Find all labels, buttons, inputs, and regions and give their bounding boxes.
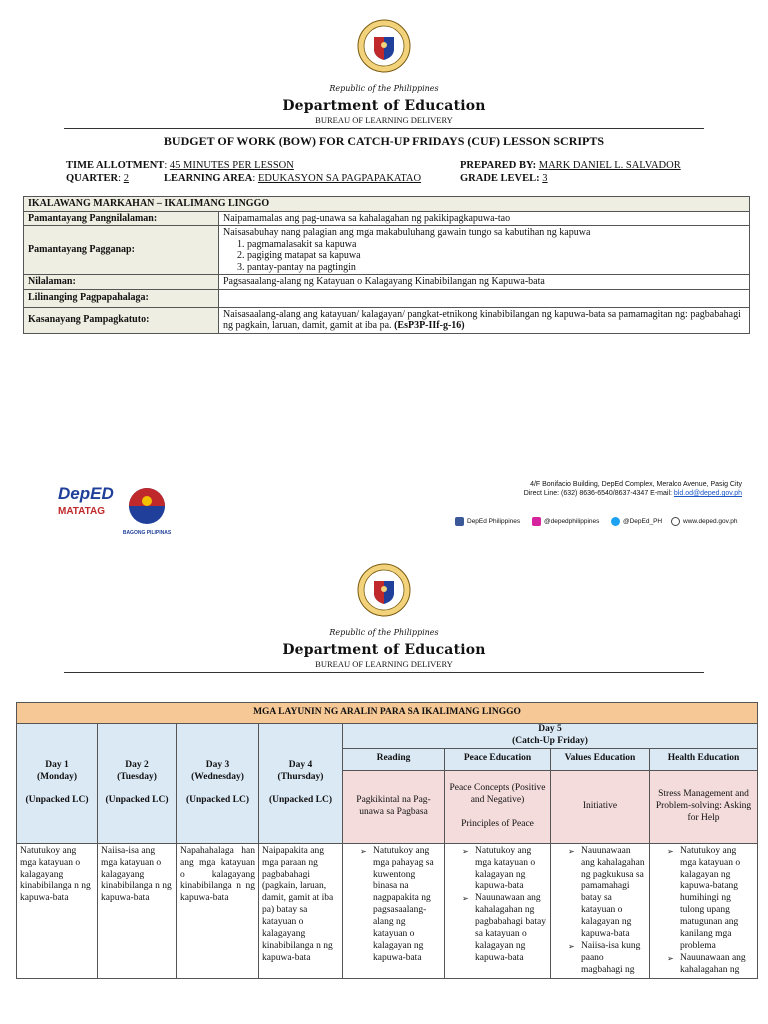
deped-logo-text: DepED — [58, 484, 114, 503]
row-label: Kasanayang Pampagkatuto: — [24, 307, 219, 333]
objective-cell: Napahahalaga han ang mga katayuan o kalagayang kinabibilanga n ng kapuwa-bata — [177, 843, 259, 979]
grade-level — [460, 173, 548, 184]
bullet-list — [461, 846, 547, 965]
list-item: ➢ Nauunawaan ang kahalagahan ng pagkukusa sa pamamahagi batay sa katayuan o kalagayan ng kapuwa-bata — [581, 846, 646, 941]
twitter-icon — [611, 517, 620, 526]
bullet-list — [666, 846, 754, 977]
time-allotment: TIME ALLOTMENT: 45 MINUTES PER LESSON — [66, 160, 294, 171]
address-line: 4/F Bonifacio Building, DepEd Complex, Meralco Avenue, Pasig City — [530, 481, 742, 488]
subject-header: Reading — [343, 748, 445, 770]
republic-text-2: Republic of the Philippines — [329, 628, 439, 637]
competency-code: (EsP3P-IIf-g-16) — [394, 320, 465, 331]
bagong-pilipinas-logo — [120, 486, 174, 534]
day-label: Day 1 — [45, 759, 69, 770]
subject-header: Peace Education — [445, 748, 551, 770]
row-value: Naisasabuhay nang palagian ang mga makabuluhang gawain tungo sa kabutihan ng kapuwa — [223, 227, 591, 238]
bureau-text-2: BUREAU OF LEARNING DELIVERY — [315, 659, 453, 669]
bullet-list — [567, 846, 646, 977]
list-item: 2. pagiging matapat sa kapuwa — [247, 250, 745, 262]
instagram-icon — [532, 517, 541, 526]
bureau-text: BUREAU OF LEARNING DELIVERY — [315, 115, 453, 125]
friday-cell — [343, 843, 445, 979]
social-website[interactable] — [671, 517, 737, 526]
social-label: @DepEd_PH — [623, 518, 663, 525]
social-label: DepEd Philippines — [467, 518, 521, 525]
republic-text: Republic of the Philippines — [329, 84, 439, 93]
area-label: LEARNING AREA — [164, 173, 253, 184]
direct-line: Direct Line: (632) 8636-6540/8637-4347 E-mail: — [523, 490, 672, 498]
area-value: EDUKASYON SA PAGPAPAKATAO — [257, 173, 422, 184]
day-header — [259, 724, 343, 844]
learning-area: LEARNING AREA: EDUKASYON SA PAGPAPAKATAO — [164, 173, 422, 184]
social-label: @depedphilippines — [544, 518, 600, 525]
day-note: (Unpacked LC) — [25, 795, 89, 806]
subject-description: Initiative — [551, 770, 650, 843]
weekday-label: (Monday) — [36, 771, 78, 782]
row-value — [219, 289, 750, 307]
contact-line — [524, 489, 742, 498]
deped-matatag-logo — [58, 484, 114, 532]
social-label: www.deped.gov.ph — [683, 518, 738, 525]
row-label: Pamantayang Pangnilalaman: — [24, 211, 219, 226]
performance-list — [223, 239, 745, 274]
subject-header: Health Education — [650, 748, 758, 770]
table-row — [24, 275, 750, 290]
email-link[interactable]: bld.od@deped.gov.ph — [673, 490, 742, 498]
prepared-value: MARK DANIEL L. SALVADOR — [538, 160, 681, 171]
time-label: TIME ALLOTMENT — [66, 160, 165, 171]
quarter: QUARTER: 2 — [66, 173, 129, 184]
table-row — [24, 226, 750, 275]
row-value: Naisasaalang-alang ang katayuan/ kalagayan/ pangkat-etnikong kinabibilangan ng kapuwa-bata sa pamamagitan ng: pagbabahagi ng pagkain, laruan, damit, gamit at iba pa. — [223, 308, 741, 331]
subject-description: Peace Concepts (Positive and Negative) Principles of Peace — [445, 770, 551, 843]
table-row — [24, 211, 750, 226]
day5-header — [343, 724, 758, 749]
day-note: (Unpacked LC) — [268, 795, 333, 806]
day5-title: Day 5 — [538, 724, 562, 734]
list-item: ➢ Naiisa-isa kung paano magbahagi ng — [581, 941, 646, 977]
objective-cell: Naiisa-isa ang mga katayuan o kalagayang kinabibilanga n ng kapuwa-bata — [98, 843, 177, 979]
day-header — [98, 724, 177, 844]
list-item: ➢ Nauunawaan ang kahalagahan ng pagbabahagi batay sa katayuan o kalagayan ng kapuwa-bata — [475, 893, 547, 964]
header-rule — [64, 128, 704, 129]
grade-value: 3 — [542, 173, 548, 184]
day-note: (Unpacked LC) — [185, 795, 250, 806]
bow-title: BUDGET OF WORK (BOW) FOR CATCH-UP FRIDAYS (CUF) LESSON SCRIPTS — [163, 134, 605, 148]
list-item: 1. pagmamalasakit sa kapuwa — [247, 239, 745, 251]
social-instagram[interactable] — [532, 517, 599, 526]
list-item: ➢ Natutukoy ang mga pahayag sa kuwentong binasa na nagpapakita ng pagsasaalang-alang ng katayuan o kalagayan ng kapuwa-bata — [373, 846, 441, 965]
header-rule-2 — [64, 672, 704, 673]
day-header — [17, 724, 98, 844]
objectives-table — [16, 702, 758, 979]
row-value: Pagsasaalang-alang ng Katayuan o Kalagayang Kinabibilangan ng Kapuwa-bata — [219, 275, 750, 290]
footer-address — [524, 480, 742, 499]
social-facebook[interactable] — [455, 517, 520, 526]
day-label: Day 4 — [288, 759, 313, 770]
bagong-pilipinas-text: BAGONG PILIPINAS — [122, 530, 172, 536]
grade-label: GRADE LEVEL: — [460, 173, 540, 184]
department-title-2: Department of Education — [282, 642, 486, 658]
day-label: Day 3 — [205, 759, 230, 770]
day-label: Day 2 — [125, 759, 149, 770]
row-label: Lilinanging Pagpapahalaga: — [24, 289, 219, 307]
bullet-list — [359, 846, 441, 965]
row-label: Nilalaman: — [24, 275, 219, 290]
subject-header: Values Education — [551, 748, 650, 770]
time-value: 45 MINUTES PER LESSON — [169, 160, 294, 171]
prepared-by — [460, 160, 681, 171]
social-twitter[interactable] — [611, 517, 662, 526]
standards-table — [23, 196, 750, 334]
day-note: (Unpacked LC) — [105, 795, 169, 806]
facebook-icon — [455, 517, 464, 526]
subject-description: Stress Management and Problem-solving: Asking for Help — [650, 770, 758, 843]
subject-description: Pagkikintal na Pag-unawa sa Pagbasa — [343, 770, 445, 843]
friday-cell — [551, 843, 650, 979]
table-row — [24, 289, 750, 307]
list-item: 3. pantay-pantay na pagtingin — [247, 262, 745, 274]
matatag-logo-text: MATATAG — [58, 506, 106, 517]
list-item: ➢ Natutukoy ang mga katayuan o kalagayan ng kapuwa-bata — [475, 846, 547, 894]
row-value: Naipamamalas ang pag-unawa sa kahalagahan ng pakikipagkapuwa-tao — [219, 211, 750, 226]
objective-cell: Natutukoy ang mga katayuan o kalagayang kinabibilanga n ng kapuwa-bata — [17, 843, 98, 979]
globe-icon — [671, 517, 680, 526]
department-title: Department of Education — [282, 98, 486, 114]
weekday-label: (Thursday) — [277, 771, 324, 782]
prepared-label: PREPARED BY: — [460, 160, 537, 171]
deped-seal-top — [357, 19, 411, 73]
weekday-label: (Wednesday) — [191, 771, 244, 782]
list-item: ➢ Nauunawaan ang kahalagahan ng — [680, 953, 754, 977]
weekday-label: (Tuesday) — [117, 771, 157, 782]
day-header — [177, 724, 259, 844]
quarter-label: QUARTER — [66, 173, 119, 184]
row-label: Pamantayang Pagganap: — [24, 226, 219, 275]
friday-cell — [445, 843, 551, 979]
objective-cell: Naipapakita ang mga paraan ng pagbabahagi (pagkain, laruan, damit, gamit at iba pa) batay sa katayuan o kalagayang kinabibilanga n ng kapuwa-bata — [259, 843, 343, 979]
friday-cell — [650, 843, 758, 979]
deped-seal-bottom — [357, 563, 411, 617]
row-value-list — [219, 226, 750, 275]
standards-heading: IKALAWANG MARKAHAN – IKALIMANG LINGGO — [24, 197, 750, 212]
day5-subtitle: (Catch-Up Friday) — [512, 735, 588, 746]
list-item: ➢ Natutukoy ang mga katayuan o kalagayan ng kapuwa-batang humihingi ng tulong upang matugunan ang kanilang mga problema — [680, 846, 754, 953]
row-value-competency — [219, 307, 750, 333]
objectives-heading: MGA LAYUNIN NG ARALIN PARA SA IKALIMANG LINGGO — [17, 703, 758, 724]
quarter-value: 2 — [123, 173, 129, 184]
table-row — [24, 307, 750, 333]
